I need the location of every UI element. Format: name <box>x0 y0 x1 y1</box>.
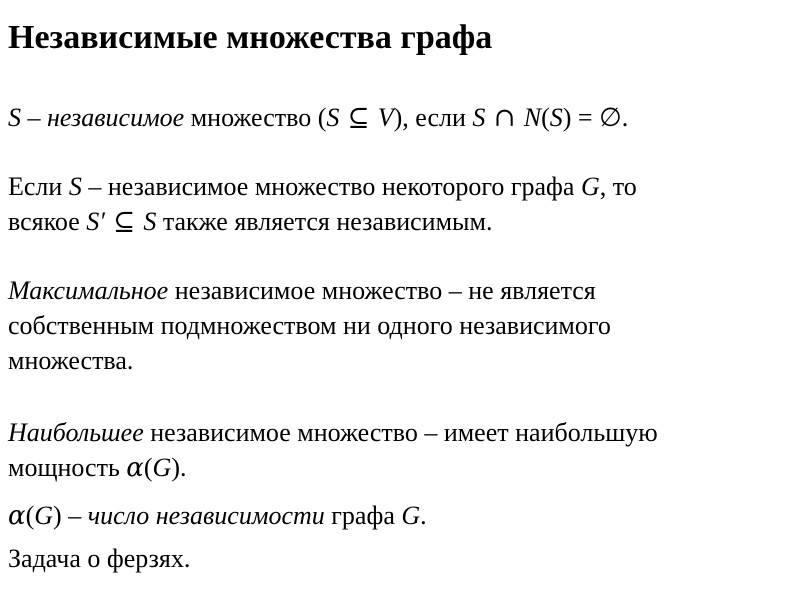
text: Если <box>8 172 69 201</box>
paren: ( <box>143 453 153 482</box>
slide-title: Независимые множества графа <box>8 19 493 56</box>
line <box>8 415 658 450</box>
term-independent: независимое <box>47 103 185 132</box>
dash: – <box>61 501 88 530</box>
var-g: G <box>152 453 172 482</box>
var-n: N <box>523 103 542 132</box>
alpha-symbol: α <box>8 501 26 531</box>
var-s: S <box>8 103 21 132</box>
period: . <box>420 501 427 530</box>
definition-maximal <box>8 273 611 378</box>
line <box>8 450 658 486</box>
line: собственным подмножеством ни одного независимого <box>8 311 611 340</box>
line <box>8 273 611 308</box>
text: независимое множество – не является <box>168 276 596 305</box>
dash: – <box>21 103 47 132</box>
text: мощность <box>8 453 127 482</box>
text: ), если <box>393 103 473 132</box>
subseteq-symbol: ⊆ <box>339 103 378 133</box>
empty-set-symbol: ∅ <box>599 103 622 133</box>
term-independence-number: число независимости <box>87 501 325 530</box>
var-s: S <box>549 103 563 132</box>
hereditary-property <box>8 169 637 240</box>
term-maximum: Наибольшее <box>8 418 144 447</box>
line <box>8 169 637 204</box>
var-s-prime: S′ <box>86 207 105 236</box>
text: множество ( <box>184 103 327 132</box>
line <box>8 204 637 240</box>
subseteq-symbol: ⊆ <box>104 207 144 237</box>
queens-problem: Задача о ферзях. <box>8 544 191 573</box>
line: множества. <box>8 346 134 375</box>
paren: ( <box>25 501 35 530</box>
text: графа <box>324 501 402 530</box>
text: , то <box>599 172 637 201</box>
text: всякое <box>8 207 87 236</box>
definition-independent-set <box>8 100 628 136</box>
definition-independence-number <box>8 498 427 534</box>
var-g: G <box>34 501 54 530</box>
text: ). <box>171 453 187 482</box>
intersection-symbol: ∩ <box>485 103 524 133</box>
text: – независимое множество некоторого графа <box>81 172 581 201</box>
var-g: G <box>580 172 600 201</box>
var-v: V <box>377 103 394 132</box>
text: ) = <box>562 103 600 132</box>
alpha-symbol: α <box>126 453 144 483</box>
term-maximal: Максимальное <box>8 276 169 305</box>
text: независимое множество – имеет наибольшую <box>143 418 658 447</box>
paren: ) <box>53 501 62 530</box>
var-g: G <box>401 501 421 530</box>
paren: ( <box>541 103 550 132</box>
var-s: S <box>68 172 82 201</box>
text: также является независимым. <box>156 207 493 236</box>
definition-maximum <box>8 415 658 486</box>
var-s: S <box>143 207 157 236</box>
period: . <box>621 103 629 132</box>
var-s: S <box>472 103 486 132</box>
var-s: S <box>326 103 340 132</box>
